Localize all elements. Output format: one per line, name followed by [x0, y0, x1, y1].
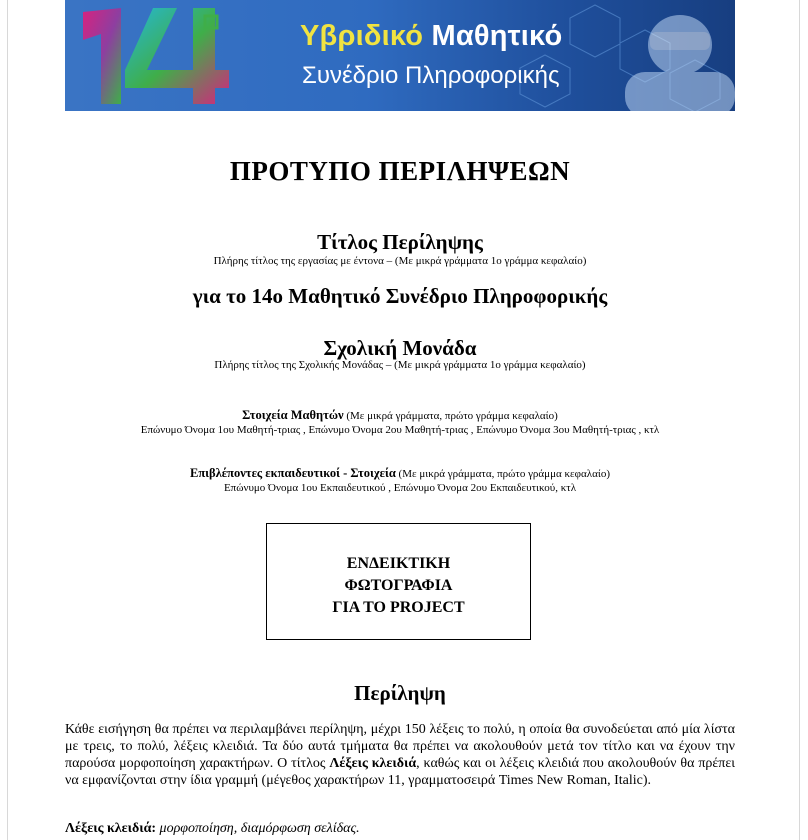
conference-line: για το 14ο Μαθητικό Συνέδριο Πληροφορικής: [192, 284, 608, 308]
students-note: (Με μικρά γράμματα, πρώτο γράμμα κεφαλαίο): [343, 410, 558, 422]
photo-placeholder: [266, 523, 531, 640]
page-edge-right: [799, 0, 800, 840]
photo-placeholder-line3: ΓΙΑ ΤΟ PROJECT: [332, 599, 465, 616]
abstract-title-heading: Τίτλος Περίληψης: [317, 230, 483, 254]
students-names: Επώνυμο Όνομα 1ου Μαθητή-τριας , Επώνυμο Όνομα 2ου Μαθητή-τριας , Επώνυμο Όνομα 3ου Μαθητή-τριας , κτλ: [140, 424, 660, 436]
school-note: Πλήρης τίτλος της Σχολικής Μονάδας – (Με μικρά γράμματα 1ο γράμμα κεφαλαίο): [214, 359, 586, 371]
summary-text: Κάθε εισήγηση θα πρέπει να περιλαμβάνει περίληψη, μέχρι 150 λέξεις το πολύ, η οποία θα συνοδεύεται από μία λίστα με τρεις, το πολύ, λέξεις κλειδιά. Τα δύο αυτά τμήματα θα πρέπει να ακολουθούν μετά τον τίτλο και να έχουν την παρούσα μορφοποίηση χαρακτήρων. Ο τίτλος Λέξεις κλειδιά, καθώς και οι λέξεις κλειδιά που ακολουθούν θα πρέπει να εμφανίζονται στην ίδια γραμμή (μέγεθος χαρακτήρων 11, γραμματοσειρά Times New Roman, Italic).: [65, 722, 735, 788]
banner-title-line2: Συνέδριο Πληροφορικής: [302, 62, 560, 89]
banner-title-line1: Υβριδικό Μαθητικό: [300, 20, 563, 52]
students-label-line: [65, 408, 735, 423]
abstract-title-note: Πλήρης τίτλος της εργασίας με έντονα – (Με μικρά γράμματα 1ο γράμμα κεφαλαίο): [213, 255, 587, 267]
logo-14: [83, 8, 229, 104]
teachers-label-line: [65, 466, 735, 481]
summary-heading: Περίληψη: [354, 681, 446, 705]
keywords-line: [65, 821, 360, 837]
keywords-values: μορφοποίηση, διαμόρφωση σελίδας.: [156, 821, 360, 836]
teachers-label: Επιβλέποντες εκπαιδευτικοί - Στοιχεία: [190, 466, 396, 480]
photo-placeholder-line1: ΕΝΔΕΙΚΤΙΚΗ: [346, 555, 451, 572]
photo-placeholder-line2: ΦΩΤΟΓΡΑΦΙΑ: [344, 577, 453, 594]
banner-graphic: [65, 0, 735, 111]
school-heading: Σχολική Μονάδα: [323, 336, 477, 360]
teachers-names: Επώνυμο Όνομα 1ου Εκπαιδευτικού , Επώνυμο Όνομα 2ου Εκπαιδευτικού, κτλ: [223, 482, 577, 494]
page-title: ΠΡΟΤΥΠΟ ΠΕΡΙΛΗΨΕΩΝ: [229, 156, 571, 186]
conference-banner: [65, 0, 735, 111]
students-label: Στοιχεία Μαθητών: [242, 408, 344, 422]
page-edge-left: [7, 0, 8, 840]
keywords-label: Λέξεις κλειδιά:: [65, 821, 157, 836]
teachers-note: (Με μικρά γράμματα, πρώτο γράμμα κεφαλαίο): [395, 468, 610, 480]
